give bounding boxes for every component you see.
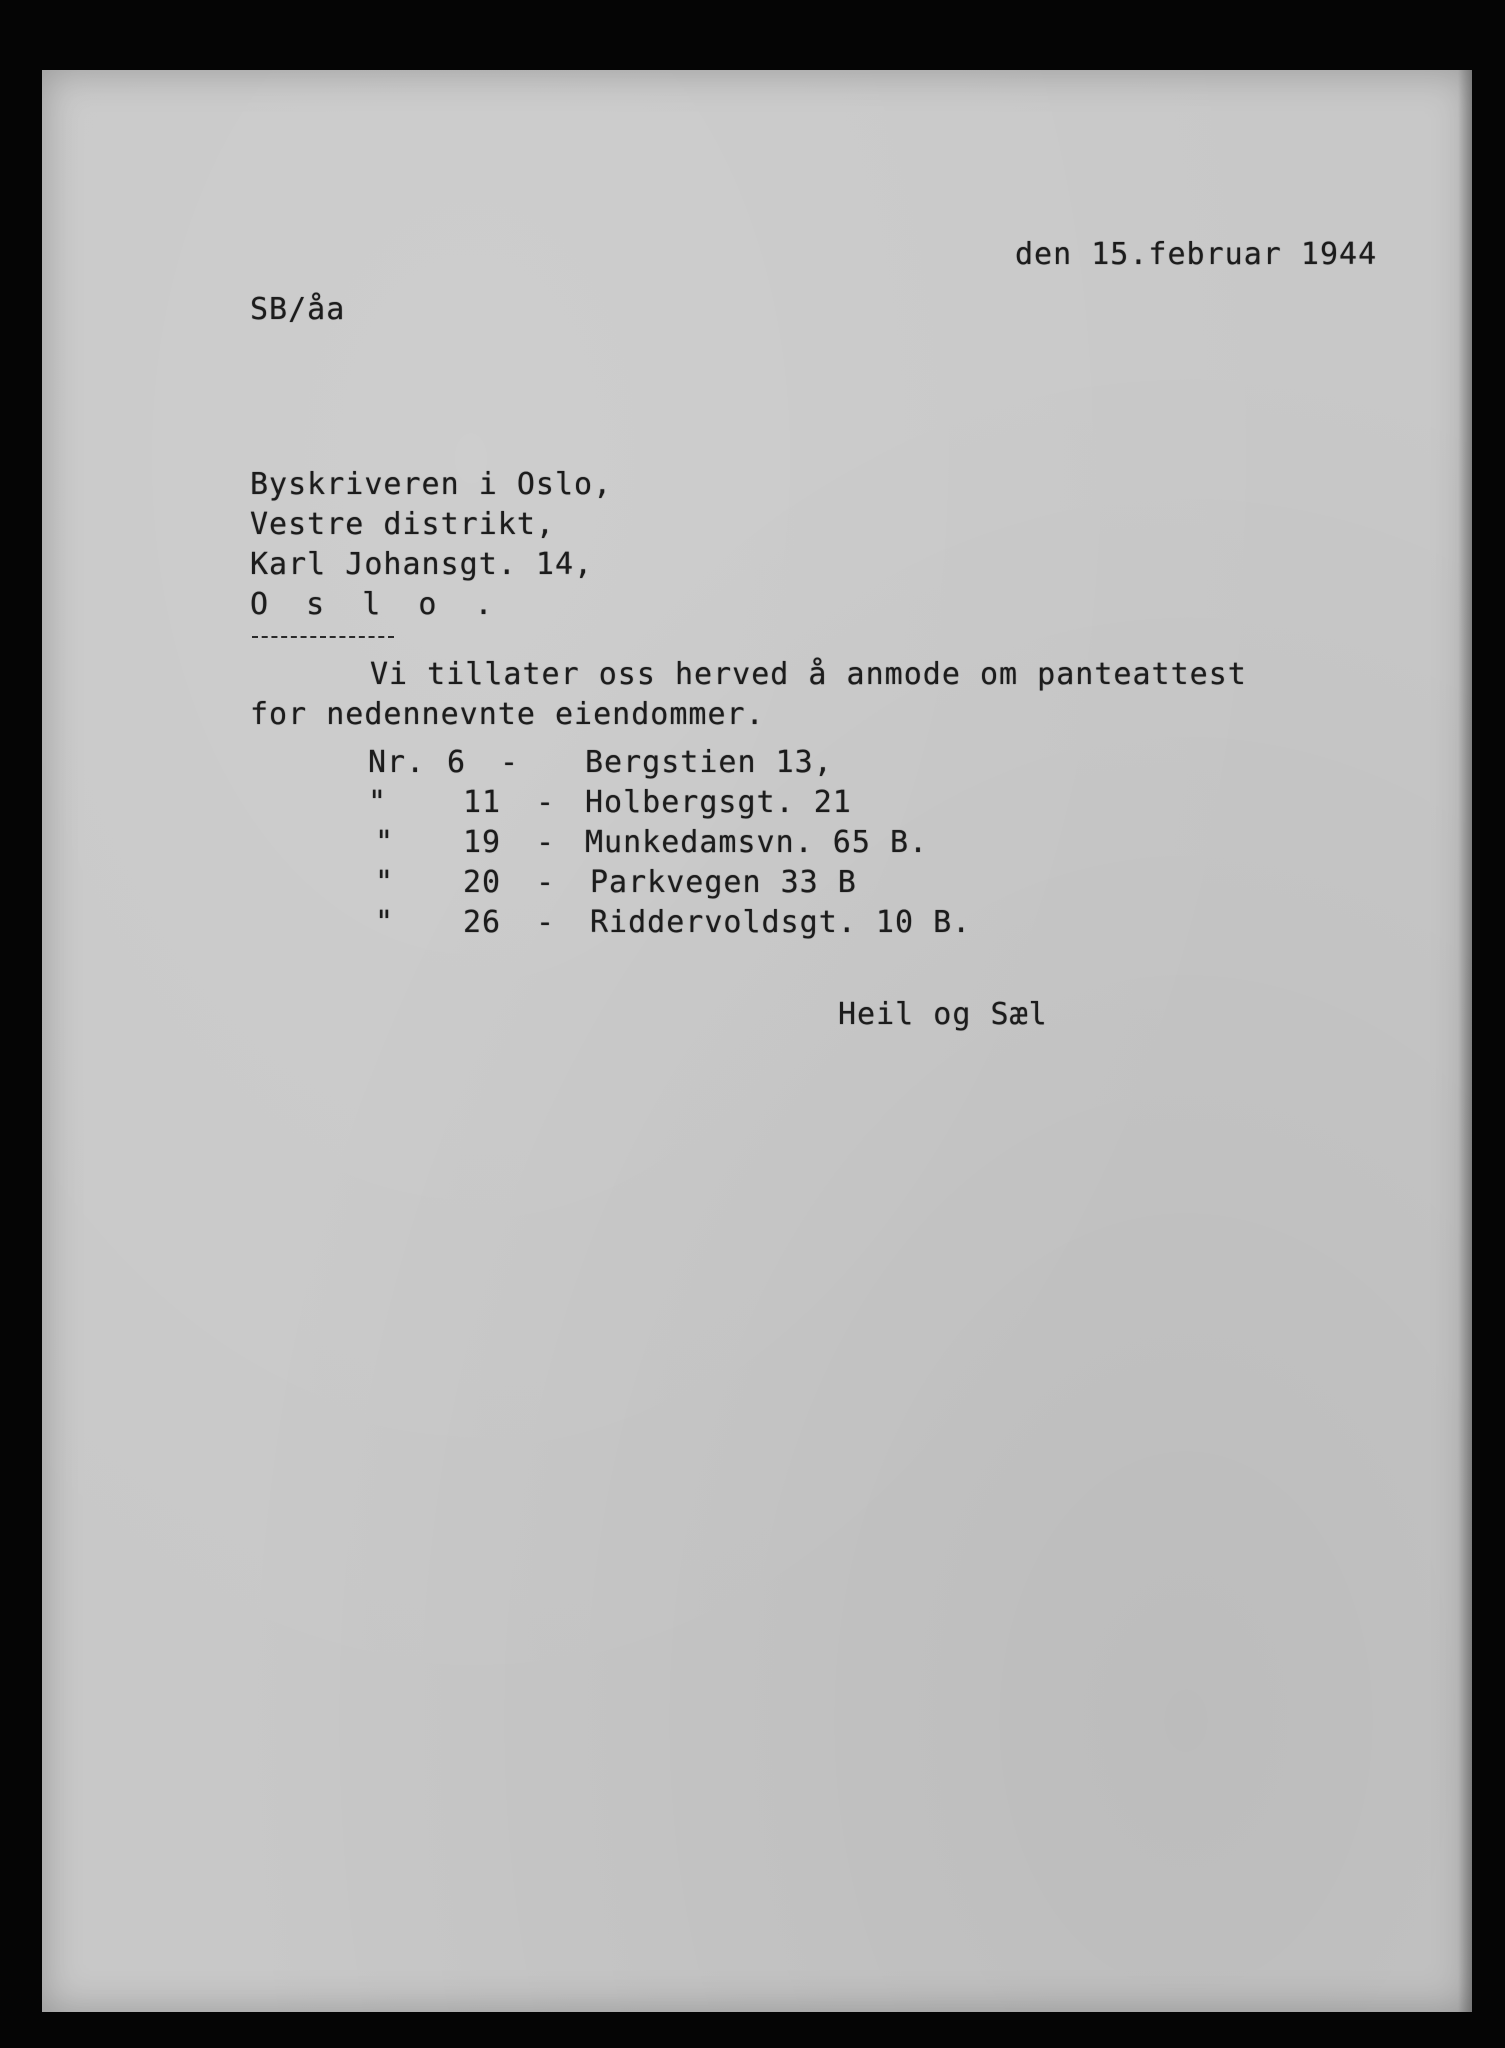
city-underline: [252, 636, 394, 638]
letter-date: den 15.februar 1944: [1015, 237, 1378, 272]
item-prefix: ": [375, 865, 395, 900]
item-prefix: ": [375, 825, 395, 860]
reference-initials: SB/åa: [250, 292, 346, 327]
recipient-line-1: Byskriveren i Oslo,: [250, 467, 613, 502]
item-prefix: ": [368, 785, 388, 820]
body-line-1: Vi tillater oss herved å anmode om panteattest: [370, 657, 1247, 692]
item-number: 11: [463, 785, 502, 820]
item-number: 26: [463, 905, 502, 940]
recipient-city: O s l o .: [250, 587, 503, 622]
closing-salutation: Heil og Sæl: [838, 997, 1048, 1032]
item-number: 19: [463, 825, 502, 860]
item-address: Parkvegen 33 B: [590, 865, 857, 900]
body-line-2: for nedennevnte eiendommer.: [250, 697, 765, 732]
item-prefix: ": [375, 905, 395, 940]
item-address: Munkedamsvn. 65 B.: [585, 825, 929, 860]
paper-edge-shadow: [1458, 70, 1472, 2012]
item-dash: -: [536, 785, 556, 820]
item-address: Riddervoldsgt. 10 B.: [590, 905, 972, 940]
recipient-line-2: Vestre distrikt,: [250, 507, 555, 542]
letter-page: [42, 70, 1472, 2012]
item-address: Bergstien 13,: [585, 745, 833, 780]
item-dash: -: [500, 745, 520, 780]
item-number: 6: [447, 745, 467, 780]
item-dash: -: [536, 905, 556, 940]
item-prefix: Nr.: [368, 745, 426, 780]
item-dash: -: [536, 825, 556, 860]
recipient-line-3: Karl Johansgt. 14,: [250, 547, 594, 582]
item-dash: -: [536, 865, 556, 900]
item-address: Holbergsgt. 21: [585, 785, 852, 820]
item-number: 20: [463, 865, 502, 900]
